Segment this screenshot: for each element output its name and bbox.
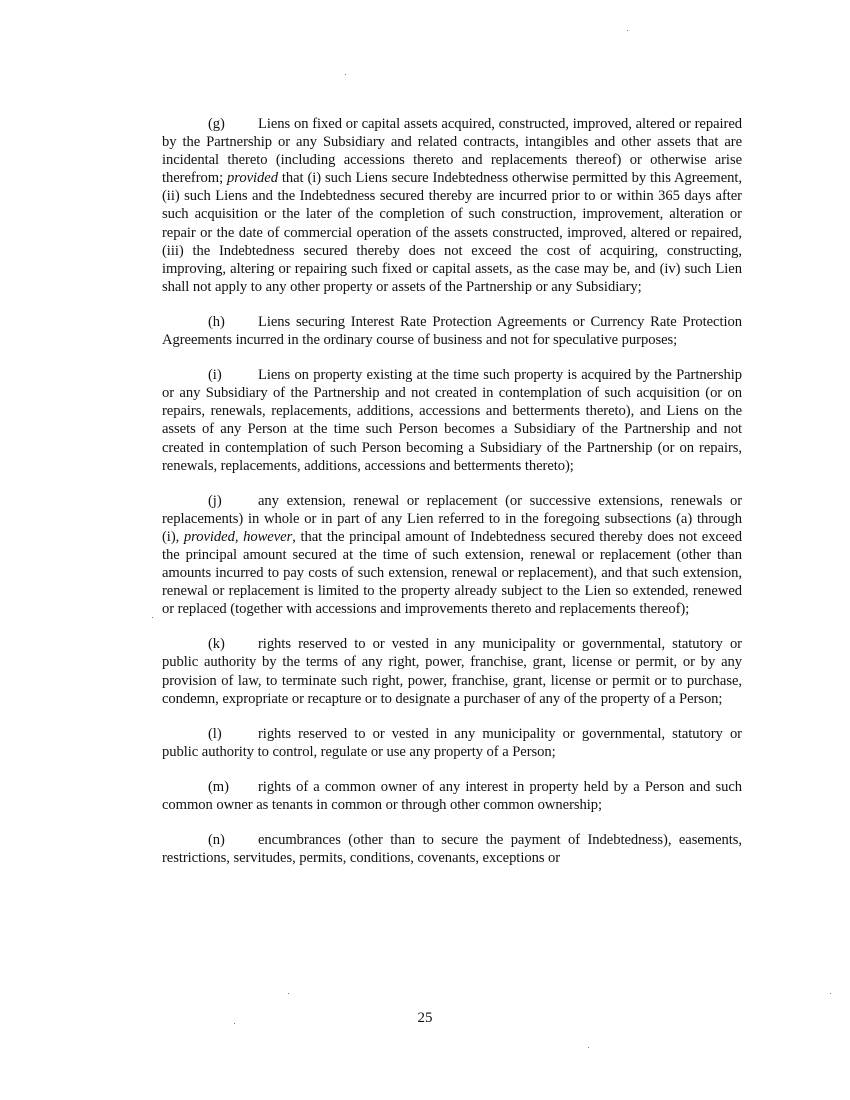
paragraph-i	[162, 366, 742, 475]
paragraph-italic-text: provided, however	[183, 528, 293, 545]
paragraph-m	[162, 778, 742, 814]
paragraph-text-continued: that (i) such Liens secure Indebtedness otherwise permitted by this Agreement, (ii) such Liens and the Indebtedness secured thereby are incurred prior to or within 365 days after such acquisition or the later of the completion of such construction, improvement, alteration or repair or the date of commercial operation of the assets constructed, improved, altered or repaired, (iii) the Indebtedness secured thereby does not exceed the cost of acquiring, constructing, improving, altering or repairing such fixed or capital assets, as the case may be, and (iv) such Lien shall not apply to any other property or assets of the Partnership or any Subsidiary;	[162, 170, 742, 295]
paragraph-label: (i)	[208, 367, 222, 384]
paragraph-italic-text: provided	[227, 170, 278, 187]
paragraph-l	[162, 725, 742, 761]
scan-speck	[588, 1047, 589, 1048]
scan-speck	[152, 617, 153, 618]
paragraph-text: Liens on property existing at the time such property is acquired by the Partnership or any Subsidiary of the Partnership and not created in contemplation of such acquisition (or on repairs, renewals, replacements, additions, accessions and betterments thereto), and Liens on the assets of any Person at the time such Person becomes a Subsidiary of the Partnership and not created in contemplation of such Person becoming a Subsidiary of the Partnership (or on repairs, renewals, replacements, additions, accessions and betterments thereto);	[162, 367, 742, 474]
paragraph-j	[162, 492, 742, 619]
paragraph-text: Liens on fixed or capital assets acquired, constructed, improved, altered or repaired by the Partnership or any Subsidiary and related contracts, intangibles and other assets that are incidental thereto (including accessions thereto and replacements thereof) or otherwise arise therefrom;	[162, 116, 742, 187]
paragraph-h	[162, 313, 742, 349]
scan-speck	[345, 74, 346, 75]
paragraph-text: rights reserved to or vested in any municipality or governmental, statutory or public authority to control, regulate or use any property of a Person;	[162, 725, 742, 760]
paragraph-text-continued: , that the principal amount of Indebtedness secured thereby does not exceed the principal amount secured at the time of such extension, renewal or replacement (other than amounts incurred to pay costs of such extension, renewal or replacement), and that such extension, renewal or replacement is limited to the property already subject to the Lien so extended, renewed or replaced (together with accessions and improvements thereto and replacements thereof);	[162, 528, 742, 618]
paragraph-label: (g)	[208, 116, 225, 132]
document-body	[162, 115, 742, 884]
paragraph-label: (m)	[208, 778, 229, 795]
paragraph-label: (n)	[208, 832, 225, 849]
paragraph-text: Liens securing Interest Rate Protection Agreements or Currency Rate Protection Agreements incurred in the ordinary course of business and not for speculative purposes;	[162, 313, 742, 349]
paragraph-k	[162, 635, 742, 707]
paragraph-label: (k)	[208, 636, 225, 653]
paragraph-text: rights of a common owner of any interest in property held by a Person and such common owner as tenants in common or through other common ownership;	[162, 778, 742, 813]
paragraph-text: any extension, renewal or replacement (or successive extensions, renewals or replacements) in whole or in part of any Lien referred to in the foregoing subsections (a) through (i),	[162, 492, 742, 545]
scan-speck	[830, 993, 831, 994]
paragraph-text: rights reserved to or vested in any municipality or governmental, statutory or public authority by the terms of any right, power, franchise, grant, license or permit, or by any provision of law, to terminate such right, power, franchise, grant, license or permit or to purchase, condemn, expropriate or recapture or to designate a purchaser of any of the property of a Person;	[162, 636, 742, 707]
paragraph-n	[162, 831, 742, 867]
scan-speck	[234, 1023, 235, 1024]
page-number: 25	[417, 1010, 433, 1026]
paragraph-label: (j)	[208, 492, 222, 509]
scan-speck	[627, 30, 628, 31]
paragraph-g	[162, 115, 742, 296]
paragraph-text: encumbrances (other than to secure the payment of Indebtedness), easements, restrictions, servitudes, permits, conditions, covenants, exceptions or	[162, 832, 742, 867]
paragraph-label: (h)	[208, 313, 225, 330]
scan-speck	[288, 993, 289, 994]
paragraph-label: (l)	[208, 725, 222, 742]
